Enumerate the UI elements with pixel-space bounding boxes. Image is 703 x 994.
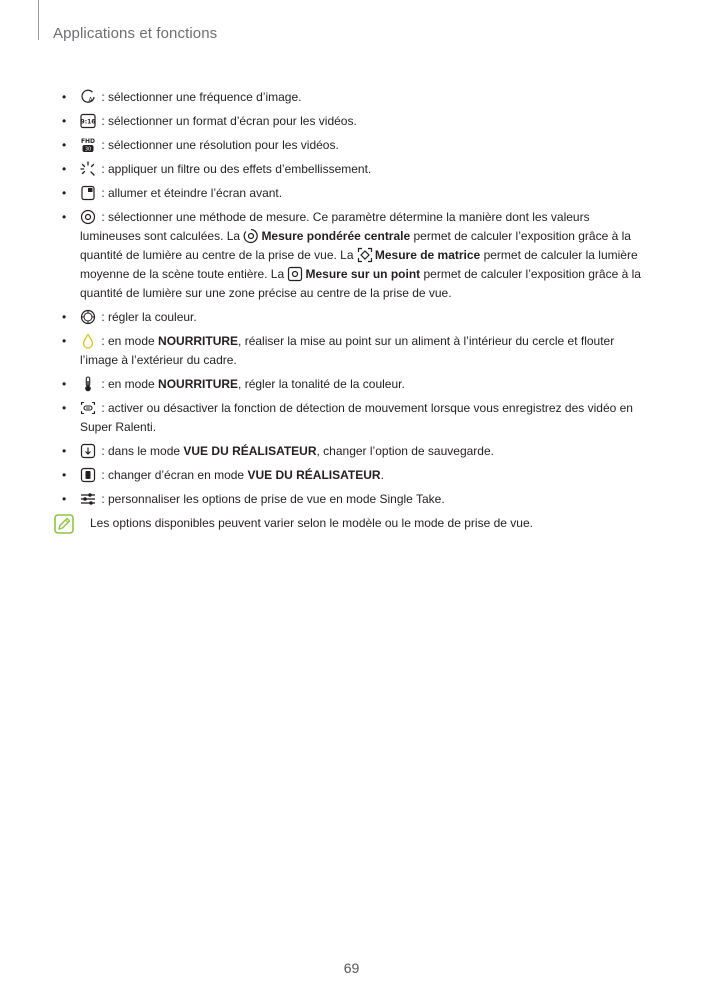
list-item: • : changer d’écran en mode VUE DU RÉALISATEUR. (62, 466, 652, 485)
list-item: • : en mode NOURRITURE, réaliser la mise au point sur un aliment à l’intérieur du cercle et flouter l’image à l’extérieur du cadre. (62, 334, 615, 367)
list-item: • : allumer et éteindre l’écran avant. (62, 184, 652, 203)
filter-sparkle-icon (80, 161, 96, 177)
page-header: Applications et fonctions (53, 25, 218, 42)
list-item: • : en mode NOURRITURE, régler la tonalité de la couleur. (62, 375, 652, 394)
aspect-ratio-9-16-icon (80, 113, 96, 129)
mode-label: VUE DU RÉALISATEUR (247, 468, 381, 482)
front-screen-icon (80, 185, 96, 201)
center-weighted-metering-icon (243, 228, 259, 244)
save-option-icon (80, 443, 96, 459)
list-item: • : personnaliser les options de prise de vue en mode Single Take. (62, 490, 652, 509)
matrix-metering-icon (357, 247, 373, 263)
center-weighted-label: Mesure pondérée centrale (261, 229, 411, 243)
spot-label: Mesure sur un point (305, 267, 421, 281)
aspect-ratio-label: 9:16 (80, 118, 96, 126)
note-pencil-icon (54, 514, 74, 534)
bullet: • (62, 401, 67, 415)
note (54, 514, 654, 533)
metering-icon (80, 209, 96, 225)
list-item: • 9:16 : sélectionner un format d’écran pour les vidéos. (62, 112, 652, 131)
switch-screen-icon (80, 467, 96, 483)
bullet: • (62, 90, 67, 104)
sliders-icon (80, 491, 96, 507)
margin-rule (38, 0, 39, 40)
bullet: • (62, 162, 67, 176)
page-number: 69 (343, 960, 360, 976)
list-item: • A : sélectionner une fréquence d’image. (62, 88, 652, 107)
list-item: • : dans le mode VUE DU RÉALISATEUR, changer l’option de sauvegarde. (62, 442, 652, 461)
bullet: • (62, 310, 67, 324)
bullet: • (62, 210, 67, 224)
bullet: • (62, 334, 67, 348)
focus-drop-icon (80, 333, 96, 349)
list-item: • FHD 30 : sélectionner une résolution pour les vidéos. (62, 136, 652, 155)
frame-rate-icon (80, 89, 96, 105)
thermometer-icon (80, 376, 96, 392)
list-item: • : sélectionner une méthode de mesure. Ce paramètre détermine la manière dont les valeurs lumineuses sont calculées. La Mesure pondérée centrale permet de calculer l’exposition grâce à la quantité de lumière au centre de la prise de vue. La Mesure de matrice permet de calculer la lumière moyenne de la scène toute entière. La Mesure sur un point permet de calculer l’exposition grâce à la quantité de lumière sur une zone précise au centre de la prise de vue. (62, 210, 641, 300)
bullet: • (62, 114, 67, 128)
fhd-resolution-icon (80, 137, 96, 153)
note-text: Les options disponibles peuvent varier selon le modèle ou le mode de prise de vue. (90, 516, 533, 530)
bullet: • (62, 444, 67, 458)
camera-options-list (62, 88, 652, 514)
mode-label: NOURRITURE (158, 377, 239, 391)
spot-metering-icon (287, 266, 303, 282)
motion-detection-icon (80, 400, 96, 416)
bullet: • (62, 186, 67, 200)
list-item: • : régler la couleur. (62, 308, 652, 327)
mode-label: VUE DU RÉALISATEUR (183, 444, 317, 458)
fps-label: 30 (84, 146, 92, 153)
svg-text:A: A (88, 96, 93, 104)
list-item: • : appliquer un filtre ou des effets d’embellissement. (62, 160, 652, 179)
mode-label: NOURRITURE (158, 334, 239, 348)
bullet: • (62, 377, 67, 391)
color-wheel-icon (80, 309, 96, 325)
bullet: • (62, 468, 67, 482)
matrix-label: Mesure de matrice (374, 248, 481, 262)
bullet: • (62, 492, 67, 506)
bullet: • (62, 138, 67, 152)
list-item: • : activer ou désactiver la fonction de détection de mouvement lorsque vous enregistrez des vidéo en Super Ralenti. (62, 401, 633, 434)
fhd-label: FHD (80, 138, 96, 145)
